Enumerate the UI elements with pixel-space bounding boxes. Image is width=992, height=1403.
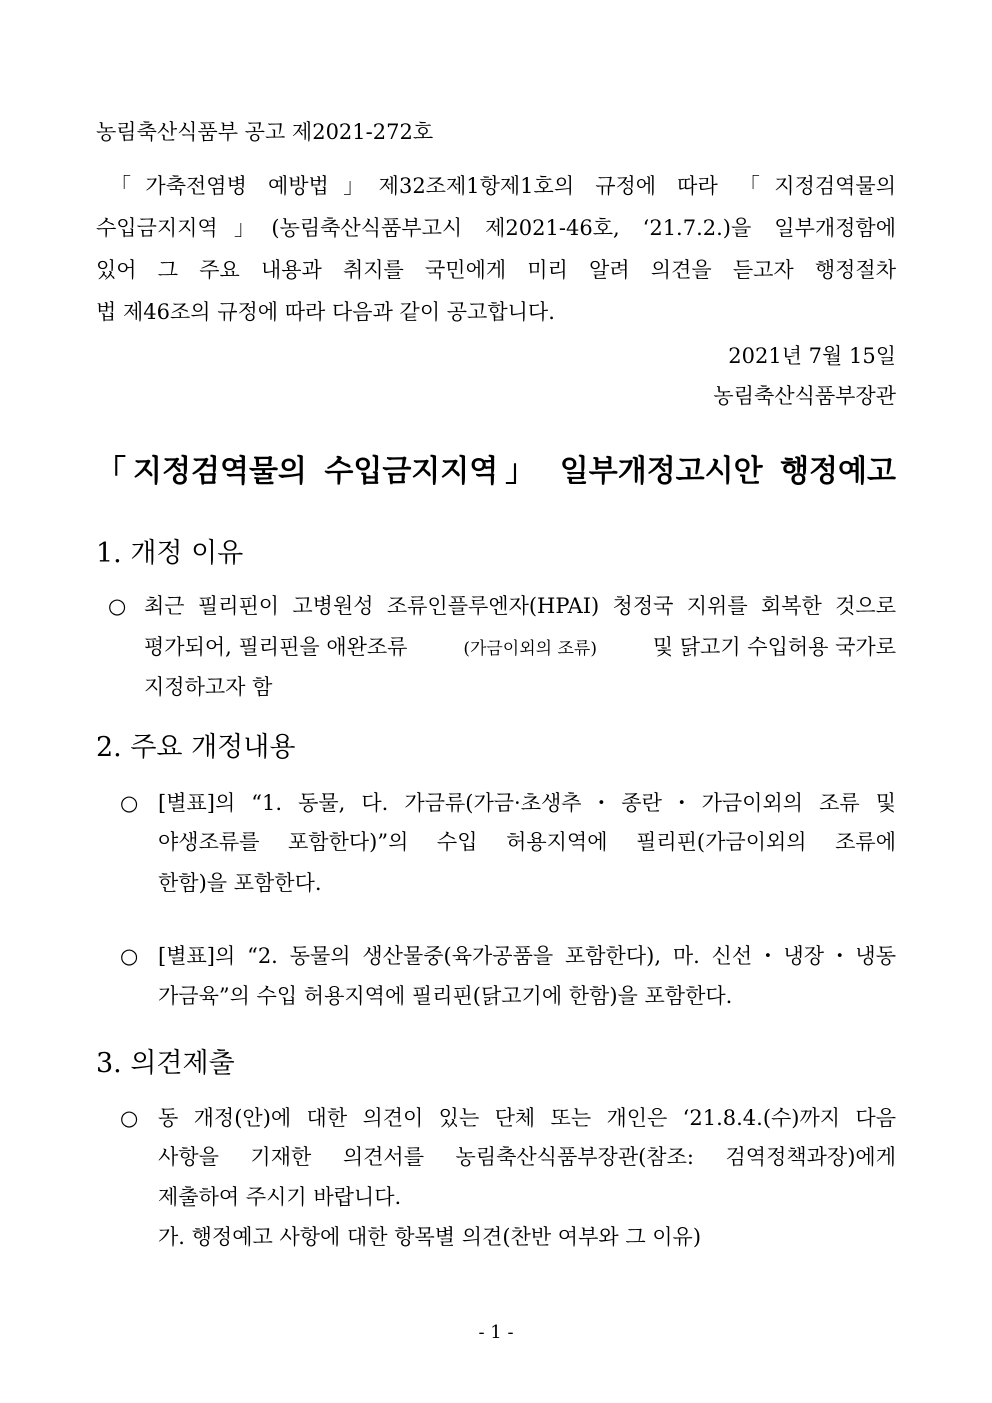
- change-1-line-3: 한함)을 포함한다.: [158, 871, 322, 895]
- section-heading-2: 2. 주요 개정내용: [96, 732, 296, 763]
- reason-line-2-a: 평가되어, 필리핀을 애완조류: [144, 635, 408, 659]
- change-1-line-1: [별표]의 “1. 동물, 다. 가금류(가금·초생추・종란・가금이외의 조류 및: [158, 791, 896, 815]
- reason-line-2-b: 및 닭고기 수입허용 국가로: [652, 635, 896, 659]
- change-1-line-2: 야생조류를 포함한다)”의 수입 허용지역에 필리핀(가금이외의 조류에: [158, 830, 896, 854]
- bullet-circle: ○: [120, 1106, 139, 1130]
- intro-line-2: 수입금지지역」(농림축산식품부고시 제2021-46호, ‘21.7.2.)을 일부개정함에: [96, 216, 896, 240]
- issuer-name: 농림축산식품부장관: [713, 384, 896, 408]
- notice-number: 농림축산식품부 공고 제2021-272호: [96, 120, 434, 144]
- opinion-line-2: 사항을 기재한 의견서를 농림축산식품부장관(참조: 검역정책과장)에게: [158, 1145, 896, 1169]
- intro-line-3: 있어 그 주요 내용과 취지를 국민에게 미리 알려 의견을 듣고자 행정절차: [96, 258, 896, 282]
- notice-date: 2021년 7월 15일: [728, 344, 896, 368]
- section-heading-3: 3. 의견제출: [96, 1048, 235, 1079]
- bullet-circle: ○: [120, 791, 139, 815]
- bullet-circle: ○: [120, 944, 139, 968]
- bullet-circle: ○: [108, 594, 127, 618]
- reason-line-2-small: (가금이외의 조류): [463, 639, 597, 659]
- opinion-line-4: 가. 행정예고 사항에 대한 항목별 의견(찬반 여부와 그 이유): [158, 1225, 702, 1249]
- intro-line-1: 「가축전염병 예방법」제32조제1항제1호의 규정에 따라 「지정검역물의: [110, 174, 896, 198]
- page-number: - 1 -: [478, 1322, 514, 1343]
- document-title: 「지정검역물의 수입금지지역」 일부개정고시안 행정예고: [96, 454, 896, 489]
- intro-line-4: 법 제46조의 규정에 따라 다음과 같이 공고합니다.: [96, 300, 555, 324]
- opinion-line-3: 제출하여 주시기 바랍니다.: [158, 1185, 402, 1209]
- section-heading-1: 1. 개정 이유: [96, 538, 244, 569]
- reason-line-2: [144, 633, 896, 663]
- change-2-line-1: [별표]의 “2. 동물의 생산물중(육가공품을 포함한다), 마. 신선・냉장・냉동: [158, 944, 896, 968]
- opinion-line-1: 동 개정(안)에 대한 의견이 있는 단체 또는 개인은 ‘21.8.4.(수)까지 다음: [158, 1106, 896, 1130]
- change-2-line-2: 가금육”의 수입 허용지역에 필리핀(닭고기에 한함)을 포함한다.: [158, 984, 733, 1008]
- reason-line-3: 지정하고자 함: [144, 675, 273, 699]
- reason-line-1: 최근 필리핀이 고병원성 조류인플루엔자(HPAI) 청정국 지위를 회복한 것으로: [144, 594, 896, 618]
